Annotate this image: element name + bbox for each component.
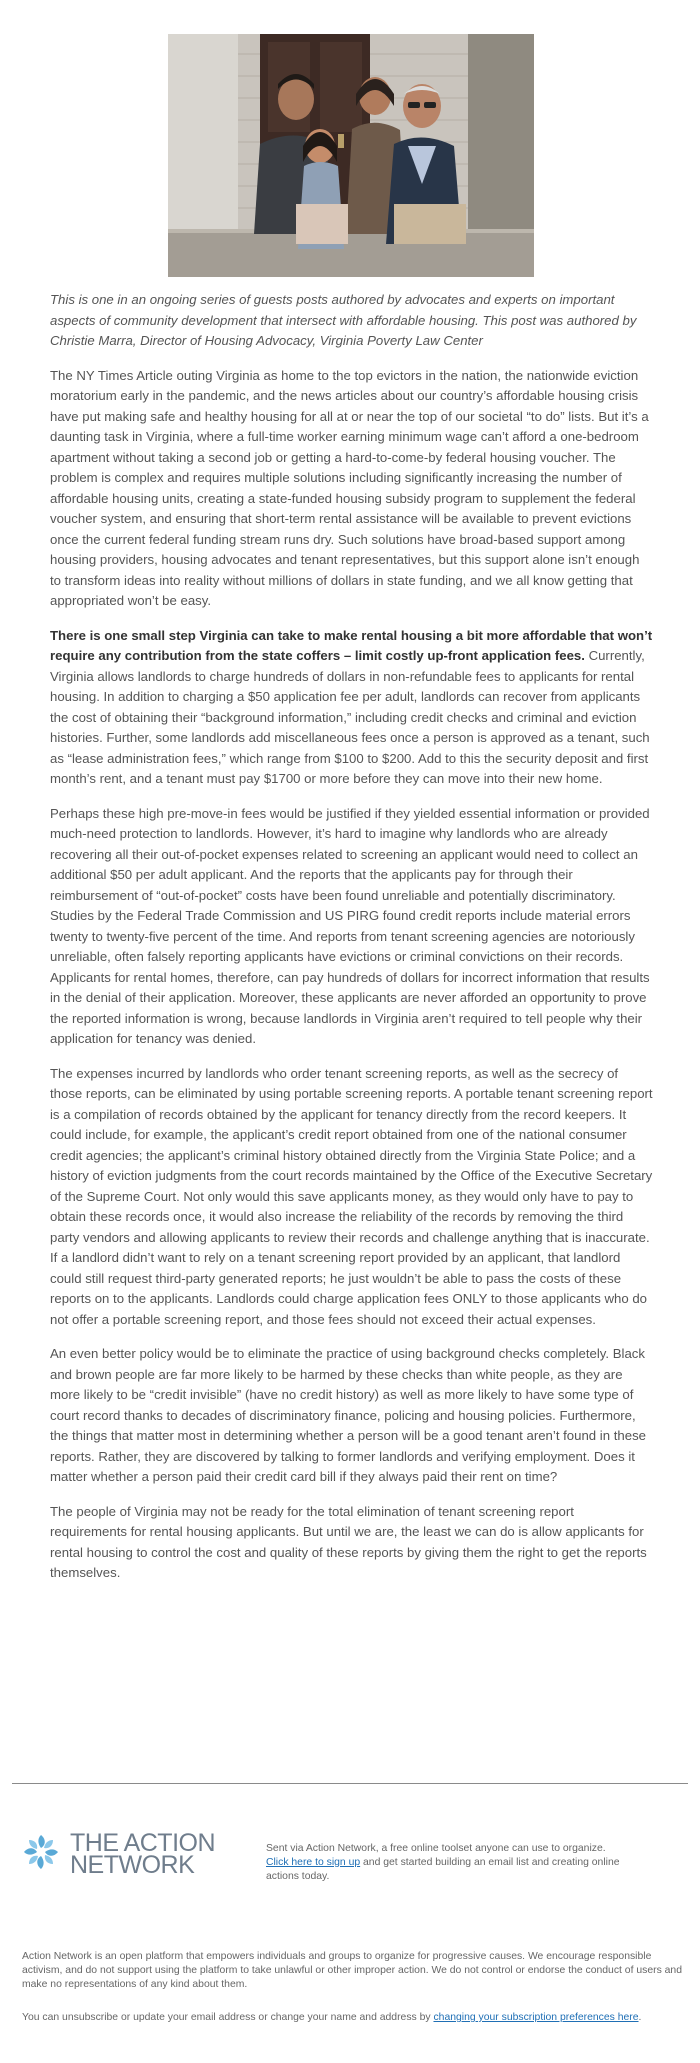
subscription-preferences-link[interactable]: changing your subscription preferences here bbox=[433, 2012, 639, 2023]
paragraph-2 bbox=[50, 626, 654, 790]
logo-wordmark bbox=[70, 1829, 216, 1879]
unsubscribe-note bbox=[22, 2011, 692, 2025]
unsubscribe-end: . bbox=[638, 2012, 642, 2023]
paragraph-5: An even better policy would be to eliminate the practice of using background checks completely. Black and brown people are far more likely to be harmed by these checks than white people, as they are more likely to be “credit invisible” (have no credit history) as well as more likely to have some type of court record thanks to decades of discriminatory finance, policing and housing policies. Furthermore, the things that matter most in determining whether a person will be a good tenant aren’t found in these reports. Rather, they are discovered by talking to former landlords and verifying employment. Does it matter whether a person paid their credit card bill if they always paid their rent on time? bbox=[50, 1346, 646, 1484]
article-photo bbox=[168, 34, 534, 277]
signup-rest-text: and get started building an email list and creating online actions today. bbox=[266, 1857, 620, 1882]
paragraph-1: The NY Times Article outing Virginia as home to the top evictors in the nation, the nationwide eviction moratorium early in the pandemic, and the news articles about our country’s affordable housing crisis have put making safe and healthy housing for all at or near the top of our societal “to do” lists. But it’s a daunting task in Virginia, where a full-time worker earning minimum wage can’t afford a one-bedroom apartment without taking a second job or getting a hard-to-come-by federal housing voucher. The problem is complex and requires multiple solutions including significantly increasing the number of affordable housing units, creating a state-funded housing subsidy program to supplement the federal voucher system, and ensuring that short-term rental assistance will be available to prevent evictions once the current federal funding stream runs dry. Such solutions have broad-based support among housing providers, housing advocates and tenant representatives, but this support alone isn’t enough to transform ideas into reality without millions of dollars in state funding, and we all know getting that appropriated won’t be easy. bbox=[50, 367, 649, 608]
signup-link[interactable]: Click here to sign up bbox=[266, 1857, 361, 1868]
sent-via-note bbox=[266, 1842, 626, 1884]
article-body bbox=[50, 290, 654, 1598]
sent-via-text: Sent via Action Network, a free online toolset anyone can use to organize. bbox=[266, 1843, 606, 1854]
paragraph-2-rest: Currently, Virginia allows landlords to charge hundreds of dollars in non-refundable fees to applicants for rental housing. In addition to charging a $50 application fee per adult, landlords can recover from applicants the cost of obtaining their “background information,” including credit checks and criminal and eviction histories. Further, some landlords add miscellaneous fees once a person is approved as a tenant, such as “lease administration fees,” which range from $100 to $200. Add to this the security deposit and first month’s rent, and a tenant must pay $1700 or more before they can move into their new home. bbox=[50, 648, 650, 786]
action-network-swirl-icon bbox=[22, 1833, 60, 1876]
unsubscribe-text: You can unsubscribe or update your email address or change your name and address by bbox=[22, 2012, 434, 2023]
platform-disclaimer: Action Network is an open platform that empowers individuals and groups to organize for progressive causes. We encourage responsible activism, and do not support using the platform to take unlawful or other improper action. We do not control or endorse the conduct of users and make no representations of any kind about them. bbox=[22, 1951, 682, 1990]
action-network-logo[interactable] bbox=[22, 1829, 216, 1879]
paragraph-6: The people of Virginia may not be ready for the total elimination of tenant screening report requirements for rental housing applicants. But until we are, the least we can do is allow applicants for rental housing to control the cost and quality of these reports by giving them the right to get the reports themselves. bbox=[50, 1503, 647, 1580]
paragraph-2-bold-lead: There is one small step Virginia can take to make rental housing a bit more affordable that won’t require any contribution from the state coffers – limit costly up-front application fees. bbox=[50, 627, 653, 663]
footer-divider bbox=[12, 1783, 688, 1784]
paragraph-3: Perhaps these high pre-move-in fees would be justified if they yielded essential information or provided much-need protection to landlords. However, it’s hard to imagine why landlords who are already recovering all their out-of-pocket expenses related to screening an applicant would need to collect an additional $50 per adult applicant. And the reports that the applicants pay for through their reimbursement of “out-of-pocket” costs have been found unreliable and potentially discriminatory. Studies by the Federal Trade Commission and US PIRG found credit reports include material errors twenty to twenty-five percent of the time. And reports from tenant screening agencies are notoriously unreliable, often falsely reporting applicants have evictions or criminal convictions on their records. Applicants for rental homes, therefore, can pay hundreds of dollars for incorrect information that results in the denial of their application. Moreover, these applicants are never afforded an opportunity to prove the reported information is wrong, because landlords in Virginia aren’t required to tell people why their application for tenancy was denied. bbox=[50, 805, 650, 1046]
intro-paragraph: This is one in an ongoing series of guests posts authored by advocates and experts on important aspects of community development that intersect with affordable housing. This post was authored by Christie Marra, Director of Housing Advocacy, Virginia Poverty Law Center bbox=[50, 292, 637, 348]
logo-line-1: THE ACTION bbox=[70, 1829, 216, 1857]
logo-line-2: NETWORK bbox=[70, 1851, 195, 1879]
paragraph-4: The expenses incurred by landlords who order tenant screening reports, as well as the secrecy of those reports, can be eliminated by using portable screening reports. A portable tenant screening report is a compilation of records obtained by the applicant for tenancy directly from the record keepers. It could include, for example, the applicant’s credit report obtained from one of the national consumer credit agencies; the applicant’s criminal history obtained directly from the Virginia State Police; and a history of eviction judgments from the court records maintained by the Office of the Executive Secretary of the Supreme Court. Not only would this save applicants money, as they would only have to pay to obtain these records once, it would also increase the reliability of the records by removing the third party vendors and allowing applicants to review their records and challenge anything that is inaccurate. If a landlord didn’t want to rely on a tenant screening report provided by an applicant, that landlord could still request third-party generated reports; he just wouldn’t be able to pass the costs of these reports on to the applicants. Landlords could charge application fees ONLY to those applicants who do not offer a portable screening report, and those fees should not exceed their actual expenses. bbox=[50, 1065, 653, 1327]
